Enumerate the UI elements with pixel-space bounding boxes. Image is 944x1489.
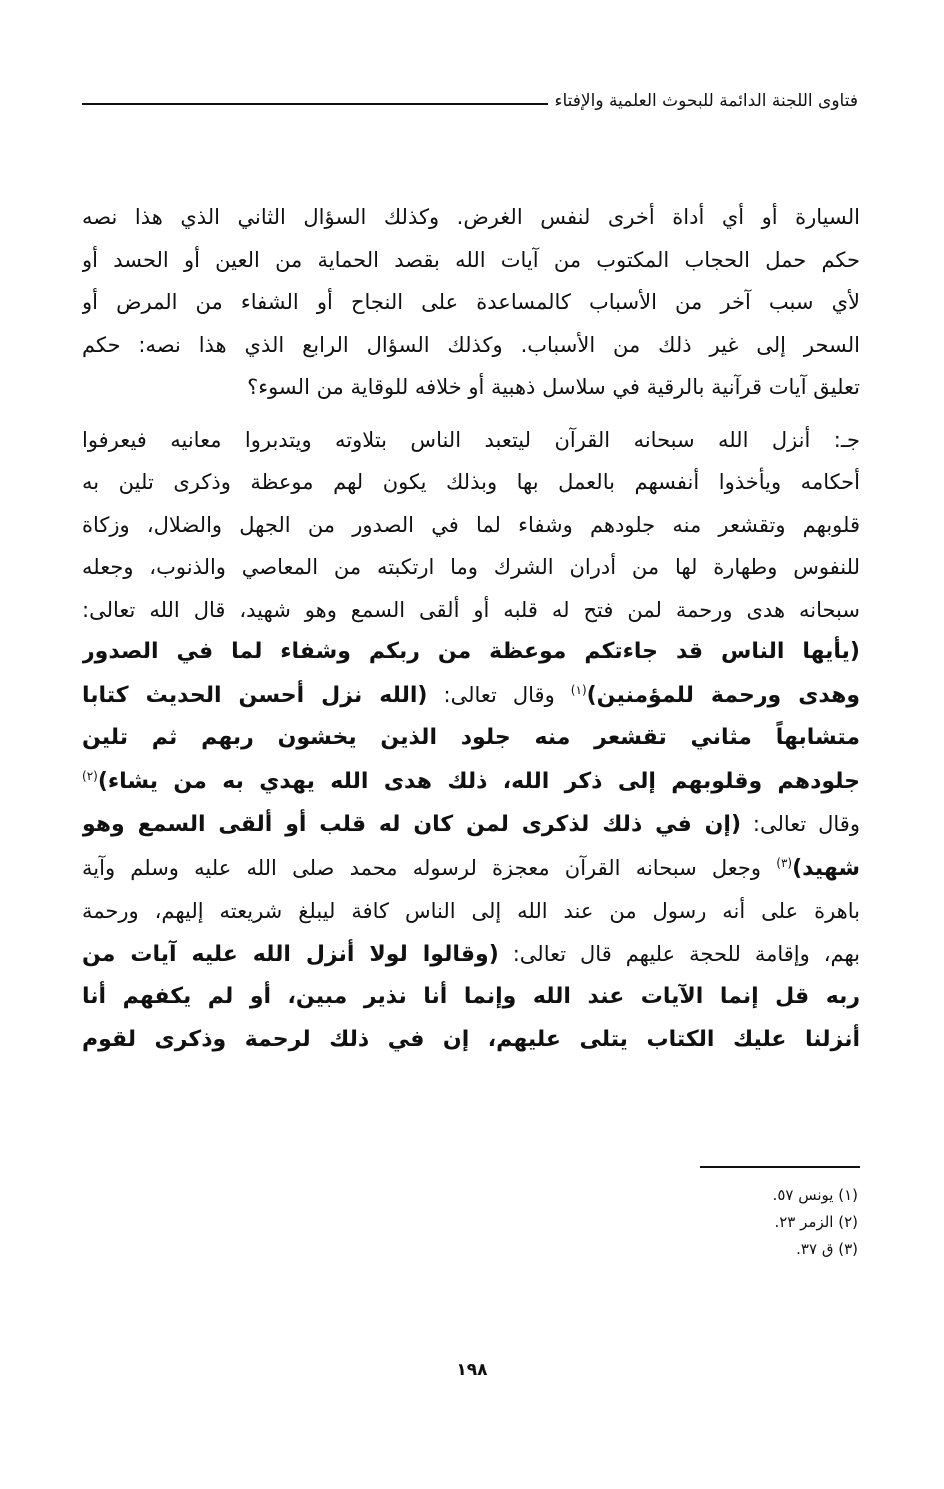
- quran-quote: شهيد): [792, 855, 860, 881]
- quran-quote-line: ربه قل إنما الآيات عند الله وإنما أنا نذير مبين، أو لم يكفهم أنا: [82, 984, 860, 1009]
- text-line: [82, 847, 860, 891]
- text-line: جـ: أنزل الله سبحانه القرآن ليتعبد الناس بتلاوته ويتدبروا معانيه فيعرفوا: [82, 427, 860, 452]
- paragraph-gap: [82, 409, 860, 419]
- footnote-3: (٣) ق ٣٧.: [796, 1240, 858, 1258]
- quran-quote: (وقالوا لولا أنزل الله عليه آيات من: [82, 941, 499, 967]
- inline-text: بهم، وإقامة للحجة عليهم قال تعالى:: [498, 941, 860, 966]
- text-line: باهرة على أنه رسول من عند الله إلى الناس كافة ليبلغ شريعته إليهم، ورحمة: [82, 899, 860, 923]
- footnote-1: (١) يونس ٥٧.: [772, 1186, 858, 1204]
- text-line: لأي سبب آخر من الأسباب كالمساعدة على النجاح أو الشفاء من المرض أو: [82, 290, 860, 314]
- running-header-title: فتاوى اللجنة الدائمة للبحوث العلمية والإفتاء: [554, 91, 858, 111]
- text-line: حكم حمل الحجاب المكتوب من آيات الله بقصد الحماية من العين أو الحسد أو: [82, 247, 860, 272]
- text-line: [82, 803, 860, 847]
- footnote-rule: [700, 1166, 860, 1168]
- quran-quote: (الله نزل أحسن الحديث كتابا: [82, 682, 428, 708]
- answer-paragraph: [82, 419, 860, 1062]
- text-line: [82, 760, 860, 804]
- text-line: [82, 933, 860, 977]
- question-paragraph: [82, 196, 860, 409]
- quran-quote-line: أنزلنا عليك الكتاب يتلى عليهم، إن في ذلك لرحمة وذكرى لقوم: [82, 1026, 860, 1052]
- quran-quote: (إن في ذلك لذكرى لمن كان له قلب أو ألقى السمع وهو: [82, 812, 742, 837]
- text-line: قلوبهم وتقشعر منه جلودهم وشفاء لما في الصدور من الجهل والضلال، وزكاة: [82, 512, 860, 537]
- footnotes: [558, 1182, 858, 1263]
- page-number: ١٩٨: [456, 1360, 488, 1380]
- text-line: للنفوس وطهارة لها من أدران الشرك وما ارتكبته من المعاصي والذنوب، وجعله: [82, 555, 860, 579]
- text-line: السيارة أو أي أداة أخرى لنفس الغرض. وكذلك السؤال الثاني الذي هذا نصه: [82, 205, 860, 229]
- quran-quote: وهدى ورحمة للمؤمنين): [586, 682, 860, 708]
- inline-text: وقال تعالى:: [427, 682, 571, 707]
- footnote-ref: (١): [570, 682, 587, 697]
- quran-quote-line: متشابهاً مثاني تقشعر منه جلود الذين يخشون ربهم ثم تلين: [82, 725, 860, 750]
- running-header: [82, 86, 858, 116]
- text-line: أحكامه ويأخذوا أنفسهم بالعمل بها وبذلك يكون لهم موعظة وذكرى تلين به: [82, 470, 860, 494]
- header-rule: [82, 103, 548, 105]
- footnote-ref: (٣): [776, 855, 793, 870]
- text-line: تعليق آيات قرآنية بالرقية في سلاسل ذهبية أو خلافه للوقاية من السوء؟: [247, 375, 860, 399]
- text-line: [82, 674, 860, 718]
- footnote-2: (٢) الزمر ٢٣.: [774, 1213, 858, 1231]
- inline-text: وقال تعالى:: [741, 812, 860, 836]
- inline-text: وجعل سبحانه القرآن معجزة لرسوله محمد صلى الله عليه وسلم وآية: [82, 855, 777, 880]
- footnote-ref: (٢): [82, 768, 98, 783]
- quran-quote-line: (يأيها الناس قد جاءتكم موعظة من ربكم وشفاء لما في الصدور: [82, 639, 860, 664]
- body-text: [82, 196, 860, 1061]
- quran-quote: جلودهم وقلوبهم إلى ذكر الله، ذلك هدى الله يهدي به من يشاء): [97, 768, 860, 794]
- text-line: السحر إلى غير ذلك من الأسباب. وكذلك السؤال الرابع الذي هذا نصه: حكم: [82, 332, 860, 357]
- text-line: سبحانه هدى ورحمة لمن فتح له قلبه أو ألقى السمع وهو شهيد، قال الله تعالى:: [82, 597, 860, 622]
